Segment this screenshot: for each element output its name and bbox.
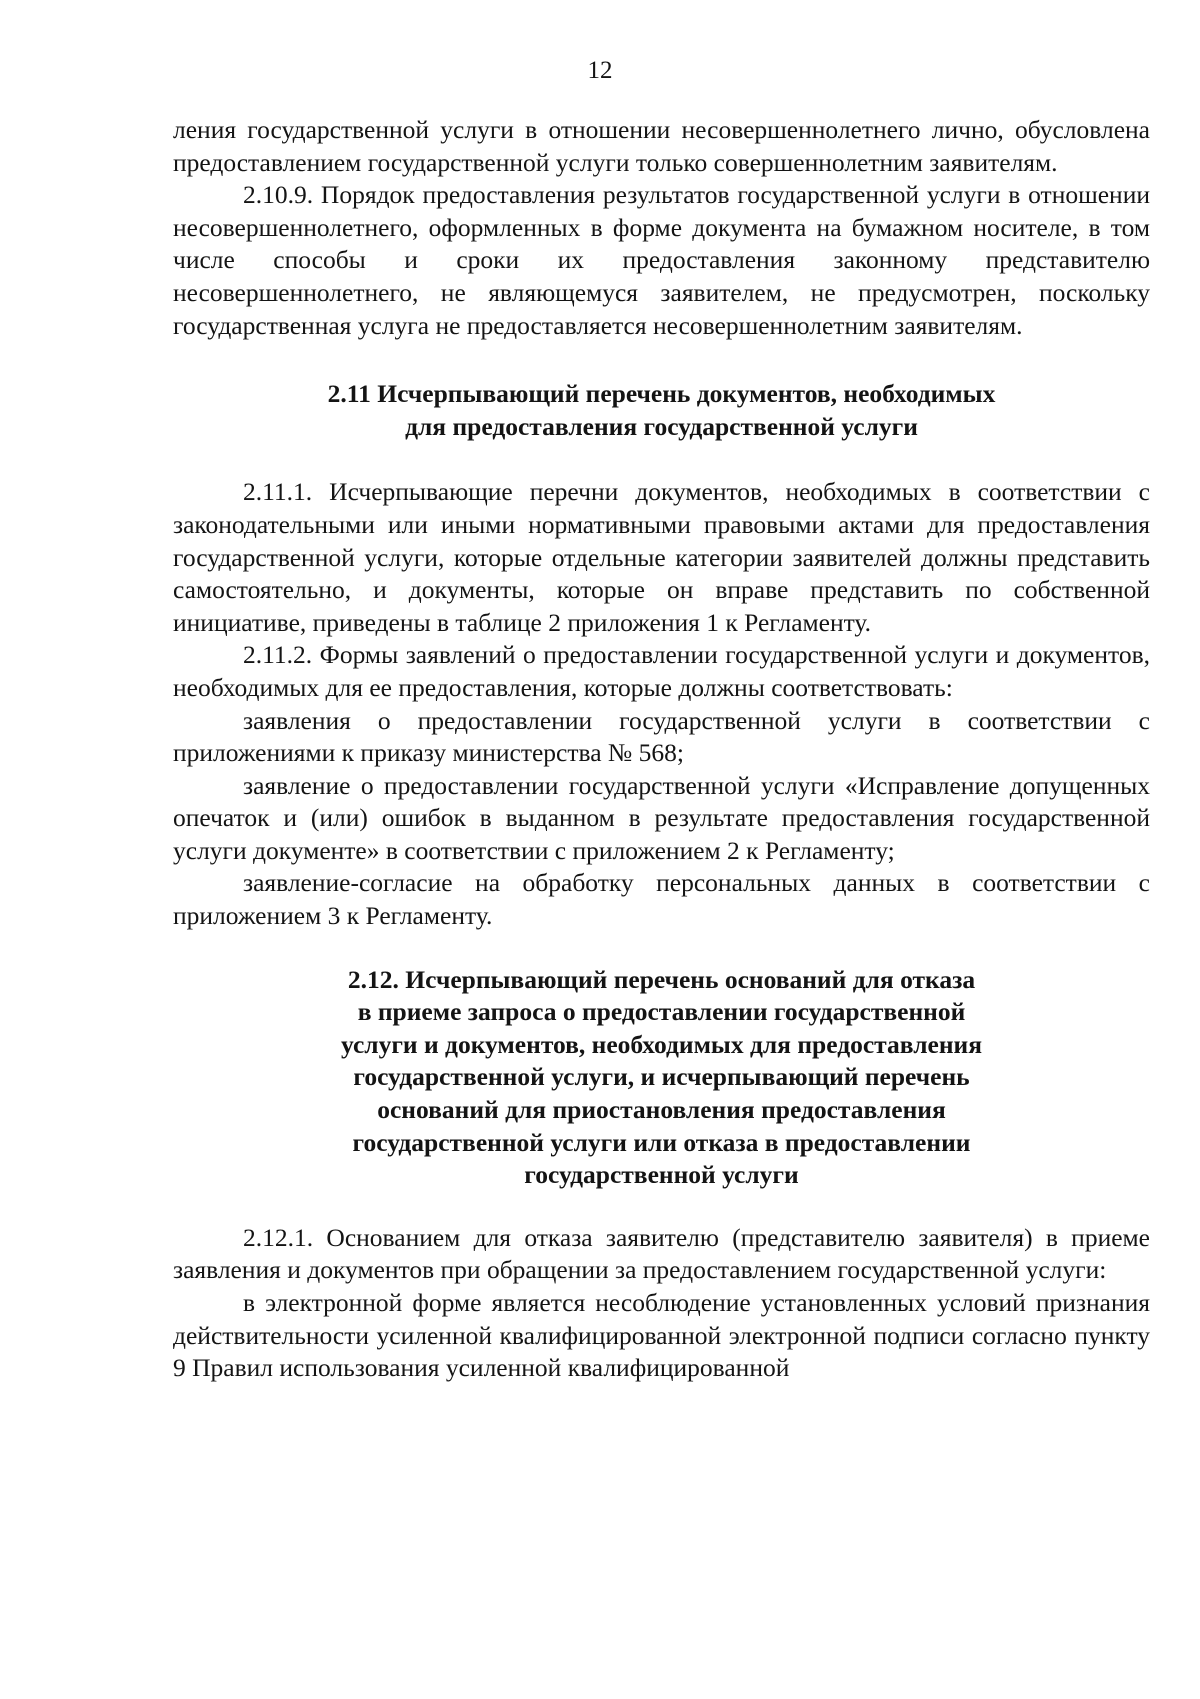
list-item-forms: заявление-согласие на обработку персональных данных в соответствии с приложением 3 к Регламенту. xyxy=(173,868,1150,931)
paragraph-2-12-1: 2.12.1. Основанием для отказа заявителю (представителю заявителя) в приеме заявления и документов при обращении за предоставлением государственной услуги: xyxy=(173,1222,1150,1285)
heading-line: оснований для приостановления предоставления xyxy=(377,1095,946,1125)
heading-line: государственной услуги, и исчерпывающий перечень xyxy=(353,1062,970,1092)
list-item-forms: заявления о предоставлении государственной услуги в соответствии с приложениями к приказу министерства № 568; xyxy=(173,705,1150,768)
page-number: 12 xyxy=(587,57,613,84)
section-heading-2-12 xyxy=(173,964,1150,1192)
paragraph-electronic-form: в электронной форме является несоблюдение установленных условий признания действительности усиленной квалифицированной электронной подписи согласно пункту 9 Правил использования усиленной квалифицированной xyxy=(173,1288,1150,1383)
heading-line: для предоставления государственной услуги xyxy=(405,411,918,441)
heading-line: услуги и документов, необходимых для предоставления xyxy=(340,1029,982,1059)
heading-line: государственной услуги xyxy=(524,1160,799,1190)
section-heading-2-11 xyxy=(173,378,1150,443)
heading-line: 2.12. Исчерпывающий перечень оснований для отказа xyxy=(347,964,976,994)
heading-line: в приеме запроса о предоставлении государственной xyxy=(357,997,966,1027)
paragraph-continuation: ления государственной услуги в отношении несовершеннолетнего лично, обусловлена предоставлением государственной услуги только совершеннолетним заявителям. xyxy=(173,115,1150,177)
list-item-forms: заявление о предоставлении государственной услуги «Исправление допущенных опечаток и (или) ошибок в выданном в результате предоставления государственной услуги документе» в соответствии с приложением 2 к Регламенту; xyxy=(173,770,1150,865)
paragraph-2-11-1: 2.11.1. Исчерпывающие перечни документов, необходимых в соответствии с законодательными или иными нормативными правовыми актами для предоставления государственной услуги, которые отдельные категории заявителей должны представить самостоятельно, и документы, которые он вправе представить по собственной инициативе, приведены в таблице 2 приложения 1 к Регламенту. xyxy=(173,477,1150,637)
paragraph-2-10-9: 2.10.9. Порядок предоставления результатов государственной услуги в отношении несовершеннолетнего, оформленных в форме документа на бумажном носителе, в том числе способы и сроки их предоставления законному представителю несовершеннолетнего, не являющемуся заявителем, не предусмотрен, поскольку государственная услуга не предоставляется несовершеннолетним заявителям. xyxy=(173,180,1150,340)
paragraph-2-11-2: 2.11.2. Формы заявлений о предоставлении государственной услуги и документов, необходимых для ее предоставления, которые должны соответствовать: xyxy=(173,640,1150,702)
heading-line: 2.11 Исчерпывающий перечень документов, необходимых xyxy=(327,379,996,409)
heading-line: государственной услуги или отказа в предоставлении xyxy=(352,1127,971,1157)
document-body xyxy=(173,114,1150,1385)
